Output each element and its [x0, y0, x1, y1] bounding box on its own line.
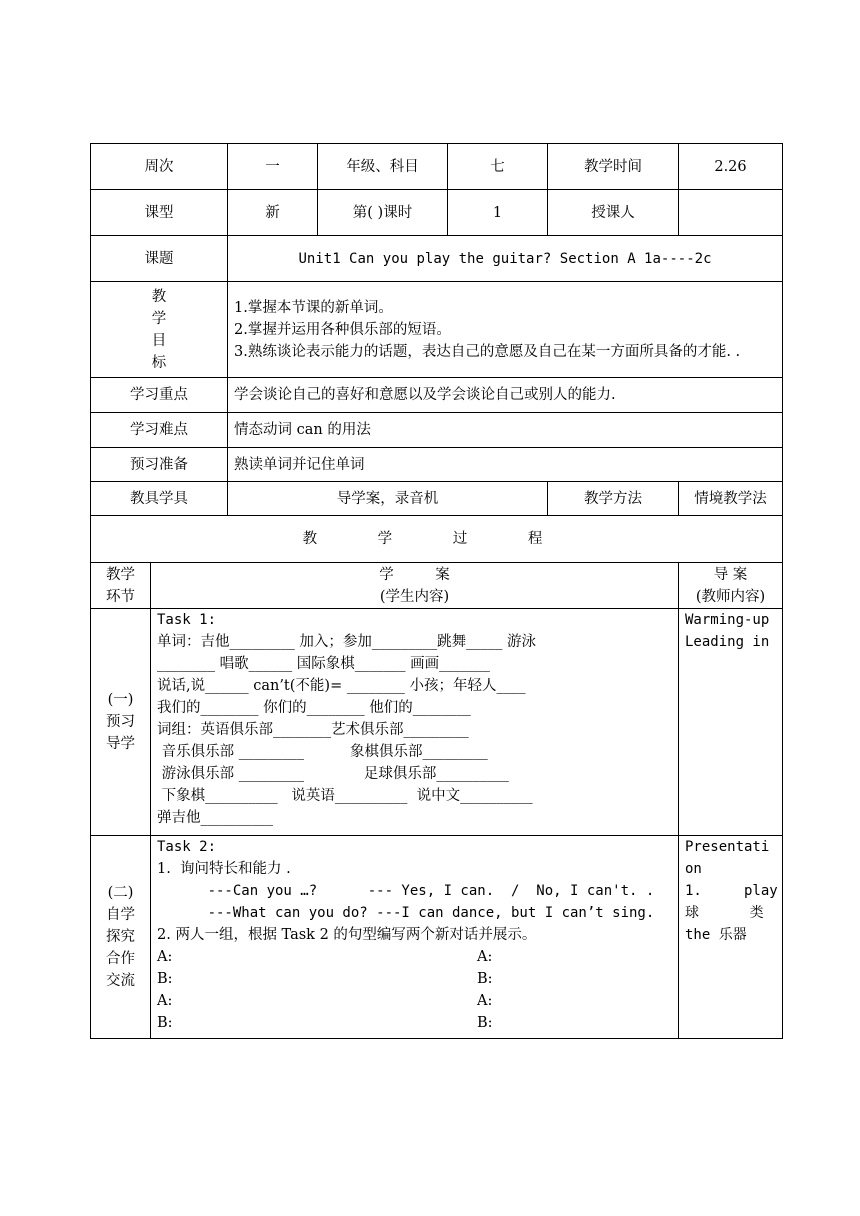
task2-line: 1. 询问特长和能力 .: [157, 861, 291, 877]
row-preparation: [91, 448, 783, 482]
row-process-header: [91, 563, 783, 609]
goal-line: 3.熟练谈论表示能力的话题，表达自己的意愿及自己在某一方面所具备的才能. .: [234, 343, 741, 360]
teacher-label: 授课人: [548, 190, 679, 236]
preparation-label: 预习准备: [91, 448, 228, 482]
dialog-speaker: A:: [157, 949, 173, 965]
task1-line: 我们的________ 你们的________ 他们的________: [157, 700, 471, 716]
task2-title: Task 2:: [157, 839, 217, 855]
preparation-value: 熟读单词并记住单词: [228, 448, 783, 482]
dialog-row: [157, 946, 672, 968]
task2-line: ---Can you …? --- Yes, I can. / No, I can't. .: [157, 883, 655, 899]
goals-label-char: 学: [151, 310, 167, 327]
task1-line: ________ 唱歌______ 国际象棋_______ 画画_______: [157, 656, 490, 672]
student-header-line: 学 案: [379, 566, 450, 583]
week-label: 周次: [91, 144, 228, 190]
section1-teacher: [679, 609, 783, 836]
stage-line: 探究: [106, 929, 135, 945]
task1-line: 单词：吉他_________ 加入；参加_________跳舞_____ 游泳: [157, 634, 536, 650]
row-section1: [91, 609, 783, 836]
row-tools: [91, 482, 783, 516]
task1-line: 音乐俱乐部 _________ 象棋俱乐部_________: [157, 744, 488, 760]
dialog-speaker: A:: [157, 993, 173, 1009]
method-label: 教学方法: [548, 482, 679, 516]
row-process-title: [91, 516, 783, 563]
stage-header-line: 教学: [106, 566, 135, 583]
task1-line: 游泳俱乐部 _________ 足球俱乐部__________: [157, 766, 509, 782]
stage-line: 合作: [106, 951, 135, 967]
time-value: 2.26: [679, 144, 783, 190]
teacher-note: 1. play: [685, 883, 778, 899]
grade-label: 年级、科目: [318, 144, 448, 190]
task2-line: 2. 两人一组，根据 Task 2 的句型编写两个新对话并展示。: [157, 927, 537, 943]
type-label: 课型: [91, 190, 228, 236]
section1-stage: [91, 609, 151, 836]
dialog-speaker: A:: [477, 993, 493, 1009]
dialog-row: [157, 990, 672, 1012]
dialog-speaker: B:: [477, 971, 493, 987]
student-header-line: (学生内容): [379, 588, 450, 605]
week-value: 一: [228, 144, 318, 190]
method-value: 情境教学法: [679, 482, 783, 516]
teacher-header-line: (教师内容): [695, 588, 766, 605]
row-goals: [91, 282, 783, 378]
key-points-label: 学习重点: [91, 378, 228, 413]
stage-line: (二): [107, 885, 134, 901]
goals-label-char: 目: [151, 332, 167, 349]
dialog-speaker: A:: [477, 949, 493, 965]
dialog-row: [157, 968, 672, 990]
lesson-plan-table: [90, 143, 783, 1039]
process-title-text: 教 学 过 程: [302, 531, 571, 547]
process-title: [91, 516, 783, 563]
section2-teacher: [679, 836, 783, 1039]
dialog-row: [157, 1012, 672, 1034]
stage-header-line: 环节: [106, 588, 135, 605]
key-points-value: 学会谈论自己的喜好和意愿以及学会谈论自己或别人的能力.: [228, 378, 783, 413]
stage-line: (一): [107, 692, 134, 708]
topic-label: 课题: [91, 236, 228, 282]
teacher-header: [679, 563, 783, 609]
teacher-note: the 乐器: [685, 927, 747, 943]
stage-header: [91, 563, 151, 609]
task1-line: 弹吉他__________: [157, 810, 273, 826]
teacher-value: [679, 190, 783, 236]
teacher-note: 球 类: [685, 905, 764, 921]
task2-line: ---What can you do? ---I can dance, but I can’t sing.: [157, 905, 655, 921]
lesson-label: 第( )课时: [318, 190, 448, 236]
stage-line: 预习: [106, 714, 135, 730]
teacher-header-line: 导 案: [713, 566, 748, 583]
row-type: [91, 190, 783, 236]
task1-title: Task 1:: [157, 612, 217, 628]
stage-line: 交流: [106, 973, 135, 989]
section2-content: [151, 836, 679, 1039]
dialog-speaker: B:: [157, 971, 173, 987]
dialog-speaker: B:: [477, 1015, 493, 1031]
time-label: 教学时间: [548, 144, 679, 190]
goal-line: 2.掌握并运用各种俱乐部的短语。: [234, 321, 451, 338]
lesson-plan: [90, 143, 782, 1039]
task1-line: 说话,说______ can’t(不能)= ________ 小孩；年轻人____: [157, 678, 526, 694]
student-header: [151, 563, 679, 609]
goals-label: [91, 282, 228, 378]
teacher-note: Leading in: [685, 634, 770, 650]
difficulties-value: 情态动词 can 的用法: [228, 413, 783, 448]
goals-label-char: 教: [151, 288, 167, 305]
lesson-value: 1: [448, 190, 548, 236]
grade-value: 七: [448, 144, 548, 190]
stage-line: 自学: [106, 907, 135, 923]
type-value: 新: [228, 190, 318, 236]
row-difficulties: [91, 413, 783, 448]
teacher-note: Warming-up: [685, 612, 770, 628]
goal-line: 1.掌握本节课的新单词。: [234, 299, 393, 316]
stage-line: 导学: [106, 736, 135, 752]
row-key-points: [91, 378, 783, 413]
tools-label: 教具学具: [91, 482, 228, 516]
teacher-note: Presentati: [685, 839, 770, 855]
task1-line: 词组：英语俱乐部________艺术俱乐部_________: [157, 722, 469, 738]
row-section2: [91, 836, 783, 1039]
goals-label-char: 标: [151, 354, 167, 371]
dialog-speaker: B:: [157, 1015, 173, 1031]
task1-line: 下象棋__________ 说英语__________ 说中文__________: [157, 788, 533, 804]
goals-content: [228, 282, 783, 378]
section2-stage: [91, 836, 151, 1039]
section1-content: [151, 609, 679, 836]
topic-value: Unit1 Can you play the guitar? Section A 1a----2c: [228, 236, 783, 282]
tools-value: 导学案，录音机: [228, 482, 548, 516]
teacher-note: on: [685, 861, 702, 877]
difficulties-label: 学习难点: [91, 413, 228, 448]
row-topic: [91, 236, 783, 282]
row-week: [91, 144, 783, 190]
